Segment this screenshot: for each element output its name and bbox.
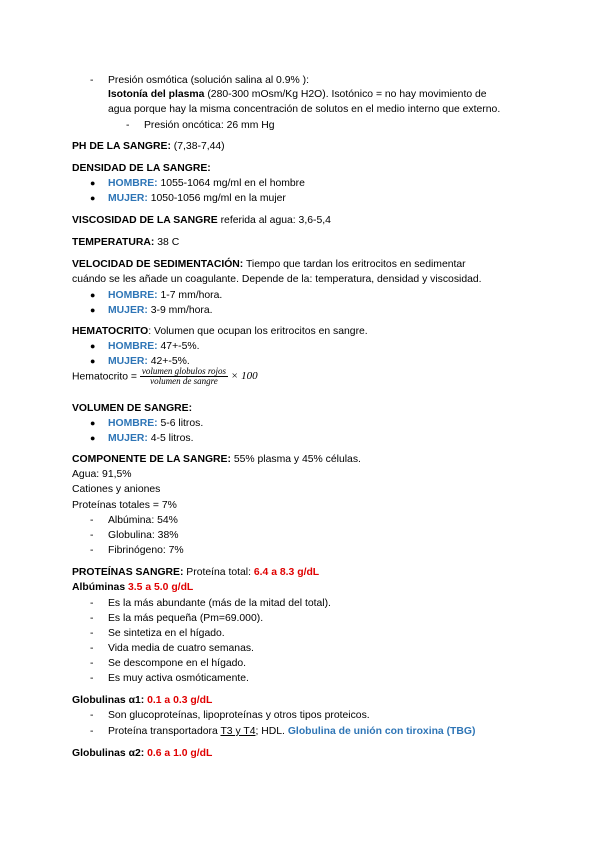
- isotonia-text: (280-300 mOsm/Kg H2O). Isotónico = no hay movimiento de: [204, 89, 487, 100]
- albumin-text: Albúmina: 54%: [108, 515, 178, 526]
- t3-t4-link[interactable]: T3 y T4: [220, 726, 256, 737]
- dash-marker: -: [90, 75, 94, 86]
- list-item: [90, 657, 246, 670]
- formula-fraction: [140, 367, 228, 387]
- osmotic-pressure-text: Presión osmótica (solución salina al 0.9% ):: [108, 75, 309, 86]
- proteins-text: Proteína total:: [183, 567, 254, 578]
- oncotic-pressure-item: [126, 119, 275, 132]
- dash-marker: -: [90, 643, 94, 654]
- woman-label: MUJER:: [108, 305, 148, 316]
- isotonia-label: Isotonía del plasma: [108, 89, 205, 100]
- list-item-text: Se sintetiza en el hígado.: [108, 628, 225, 639]
- dash-marker: -: [90, 545, 94, 556]
- albumins-heading: [72, 581, 193, 594]
- viscosity-label: VISCOSIDAD DE LA SANGRE: [72, 215, 218, 226]
- sedimentation-man-item: [90, 289, 222, 302]
- proteins-value: 6.4 a 8.3 g/dL: [253, 567, 320, 578]
- dash-marker: -: [90, 726, 94, 737]
- hematocrit-text: : Volumen que ocupan los eritrocitos en sangre.: [148, 326, 368, 337]
- fibrinogen-text: Fibrinógeno: 7%: [108, 545, 184, 556]
- isotonia-line: [108, 88, 487, 101]
- temperature-line: [72, 236, 179, 249]
- formula-label: Hematocrito =: [72, 371, 137, 383]
- man-label: HOMBRE:: [108, 178, 158, 189]
- component-label: COMPONENTE DE LA SANGRE:: [72, 454, 231, 465]
- list-item: [90, 612, 263, 625]
- volume-woman-item: [90, 432, 193, 445]
- density-label: DENSIDAD DE LA SANGRE:: [72, 163, 211, 174]
- globulins-a2-value: 0.6 a 1.0 g/dL: [144, 748, 213, 759]
- albumin-item: [90, 514, 178, 527]
- fibrinogen-item: [90, 544, 184, 557]
- list-item-text: Es la más pequeña (Pm=69.000).: [108, 613, 264, 624]
- volume-heading: [72, 402, 192, 415]
- list-item-text: ; HDL.: [255, 726, 288, 737]
- proteins-label: PROTEÍNAS SANGRE:: [72, 567, 184, 578]
- woman-value: 4-5 litros.: [147, 433, 194, 444]
- man-label: HOMBRE:: [108, 418, 158, 429]
- globulin-item: [90, 529, 178, 542]
- list-item-text: Se descompone en el hígado.: [108, 658, 247, 669]
- list-item-text: Vida media de cuatro semanas.: [108, 643, 254, 654]
- list-item: [90, 709, 370, 722]
- ph-line: [72, 140, 225, 153]
- globulins-a2-heading: [72, 747, 212, 760]
- albumins-label: Albúminas: [72, 582, 126, 593]
- woman-label: MUJER:: [108, 193, 148, 204]
- dash-marker: -: [90, 710, 94, 721]
- dash-marker: -: [126, 120, 130, 131]
- density-heading: [72, 162, 211, 175]
- sedimentation-label: VELOCIDAD DE SEDIMENTACIÓN:: [72, 259, 244, 270]
- man-value: 1-7 mm/hora.: [157, 290, 223, 301]
- total-proteins-line: Proteínas totales = 7%: [72, 500, 177, 511]
- bullet-marker: ●: [90, 433, 96, 443]
- sedimentation-line-2: cuándo se les añade un coagulante. Depende de la: temperatura, densidad y viscosidad.: [72, 274, 482, 285]
- dash-marker: -: [90, 628, 94, 639]
- list-item: [90, 627, 225, 640]
- sedimentation-text: Tiempo que tardan los eritrocitos en sedimentar: [243, 259, 466, 270]
- sedimentation-woman-item: [90, 304, 213, 317]
- list-item: [90, 725, 475, 738]
- density-man-item: [90, 177, 305, 190]
- list-item: [90, 672, 249, 685]
- bullet-marker: ●: [90, 356, 96, 366]
- dash-marker: -: [90, 515, 94, 526]
- man-value: 47+-5%.: [157, 341, 200, 352]
- formula-multiplier: × 100: [230, 370, 258, 383]
- woman-label: MUJER:: [108, 433, 148, 444]
- woman-value: 42+-5%.: [147, 356, 190, 367]
- hematocrit-man-item: [90, 340, 200, 353]
- hematocrit-label: HEMATOCRITO: [72, 326, 149, 337]
- dash-marker: -: [90, 530, 94, 541]
- woman-value: 1050-1056 mg/ml en la mujer: [147, 193, 286, 204]
- volume-man-item: [90, 417, 203, 430]
- globulins-a1-heading: [72, 694, 212, 707]
- albumins-value: 3.5 a 5.0 g/dL: [125, 582, 194, 593]
- list-item-text: Proteína transportadora: [108, 726, 221, 737]
- bullet-marker: ●: [90, 418, 96, 428]
- dash-marker: -: [90, 673, 94, 684]
- component-line: [72, 453, 361, 466]
- temperature-value: 38 C: [154, 237, 180, 248]
- density-woman-item: [90, 192, 286, 205]
- globulins-a2-label: Globulinas α2:: [72, 748, 145, 759]
- list-item: [90, 642, 254, 655]
- bullet-marker: ●: [90, 305, 96, 315]
- component-value: 55% plasma y 45% células.: [230, 454, 361, 465]
- bullet-marker: ●: [90, 341, 96, 351]
- formula-numerator: volumen globulos rojos: [141, 366, 227, 376]
- globulins-a1-label: Globulinas α1:: [72, 695, 145, 706]
- formula-denominator: volumen de sangre: [150, 376, 218, 387]
- viscosity-line: [72, 214, 331, 227]
- proteins-line: [72, 566, 319, 579]
- tbg-highlight: Globulina de unión con tiroxina (TBG): [287, 726, 476, 737]
- list-item-text: Es muy activa osmóticamente.: [108, 673, 249, 684]
- hematocrit-formula: [72, 367, 258, 387]
- sedimentation-line: [72, 258, 466, 271]
- isotonia-line-2: agua porque hay la misma concentración de solutos en el medio interno que externo.: [108, 104, 501, 115]
- ions-line: Cationes y aniones: [72, 484, 161, 495]
- dash-marker: -: [90, 658, 94, 669]
- man-label: HOMBRE:: [108, 341, 158, 352]
- list-item: [90, 597, 331, 610]
- dash-marker: -: [90, 598, 94, 609]
- globulin-text: Globulina: 38%: [108, 530, 179, 541]
- dash-marker: -: [90, 613, 94, 624]
- oncotic-pressure-text: Presión oncótica: 26 mm Hg: [144, 120, 275, 131]
- water-line: Agua: 91,5%: [72, 469, 132, 480]
- bullet-marker: ●: [90, 193, 96, 203]
- list-item-text: Son glucoproteínas, lipoproteínas y otros tipos proteicos.: [108, 710, 370, 721]
- man-value: 5-6 litros.: [157, 418, 204, 429]
- viscosity-value: referida al agua: 3,6-5,4: [217, 215, 331, 226]
- volume-label: VOLUMEN DE SANGRE:: [72, 403, 193, 414]
- man-label: HOMBRE:: [108, 290, 158, 301]
- list-item-text: Es la más abundante (más de la mitad del total).: [108, 598, 331, 609]
- bullet-marker: ●: [90, 178, 96, 188]
- woman-label: MUJER:: [108, 356, 148, 367]
- bullet-marker: ●: [90, 290, 96, 300]
- globulins-a1-value: 0.1 a 0.3 g/dL: [144, 695, 213, 706]
- ph-value: (7,38-7,44): [170, 141, 225, 152]
- ph-label: PH DE LA SANGRE:: [72, 141, 171, 152]
- temperature-label: TEMPERATURA:: [72, 237, 155, 248]
- woman-value: 3-9 mm/hora.: [147, 305, 213, 316]
- hematocrit-line: [72, 325, 368, 338]
- man-value: 1055-1064 mg/ml en el hombre: [157, 178, 305, 189]
- osmotic-pressure-item: [90, 74, 309, 87]
